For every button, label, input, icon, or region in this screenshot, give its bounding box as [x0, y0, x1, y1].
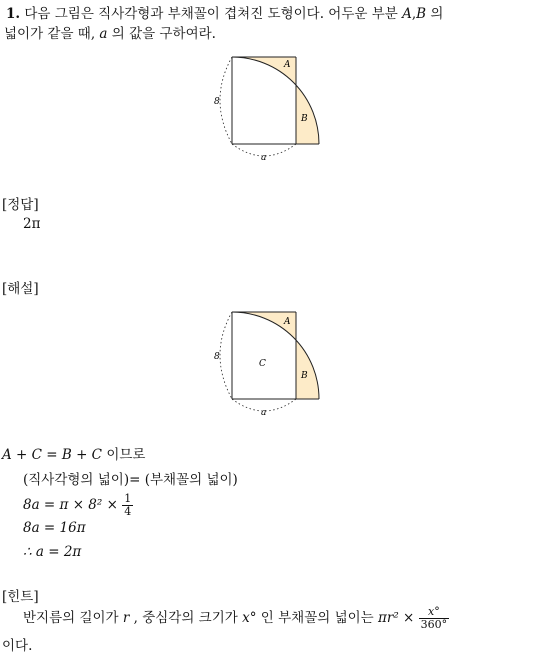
hint-text-3: 인 부채꼴의 넓이는 — [260, 610, 374, 626]
region-b-shading — [296, 340, 319, 399]
eq2-equals: = — [129, 472, 141, 488]
region-c-label: C — [259, 359, 266, 369]
hint-text-1: 반지름의 길이가 — [23, 610, 119, 626]
problem-text-2-tail: 의 값을 구하여라. — [111, 26, 216, 42]
solution-heading: [해설] — [2, 281, 39, 297]
hint-formula: πr² × — [378, 610, 415, 626]
hint-r: r — [122, 610, 130, 626]
hint-line-1 — [23, 598, 449, 638]
hint-fraction-num: x° — [419, 606, 450, 619]
eq3-fraction-num: 1 — [124, 492, 132, 505]
radius-dimension-arc — [220, 57, 232, 144]
solution-eq-3 — [23, 488, 133, 522]
problem-comma: , — [411, 6, 417, 22]
solution-eq-5: ∴ a = 2π — [23, 544, 82, 560]
problem-text-1: 다음 그림은 직사각형과 부채꼴이 겹쳐진 도형이다. 어두운 부분 — [24, 6, 398, 22]
eq1-math: A + C = B + C — [2, 447, 103, 463]
hint-heading: [힌트] — [2, 589, 39, 605]
solution-eq-2 — [23, 468, 238, 488]
problem-label-a: A — [402, 6, 412, 22]
problem-var-a: a — [99, 26, 108, 42]
region-a-label: A — [284, 317, 291, 327]
region-a-label: A — [284, 60, 291, 70]
region-b-label: B — [301, 114, 308, 124]
side-label: a — [261, 153, 267, 163]
eq2-left: (직사각형의 넓이) — [23, 472, 130, 488]
hint-text-2: , 중심각의 크기가 — [133, 610, 238, 626]
problem-figure — [205, 50, 330, 165]
side-label: a — [261, 408, 267, 418]
problem-text-1-tail: 의 — [430, 6, 444, 22]
eq2-right: (부채꼴의 넓이) — [144, 472, 238, 488]
eq1-tail: 이므로 — [106, 447, 146, 463]
hint-fraction — [419, 606, 450, 631]
region-b-label: B — [301, 371, 308, 381]
eq3-fraction — [122, 493, 133, 518]
answer-value: 2π — [23, 216, 41, 232]
problem-line-2 — [4, 22, 216, 42]
eq3-fraction-den: 4 — [124, 505, 132, 518]
radius-dimension-arc — [220, 312, 232, 399]
hint-fraction-den: 360° — [420, 618, 448, 631]
problem-number: 1. — [6, 6, 21, 22]
solution-eq-4: 8a = 16π — [23, 520, 86, 536]
hint-x-deg: x° — [242, 610, 257, 626]
problem-line-1 — [6, 2, 443, 22]
hint-text-4: 이다. — [2, 638, 33, 654]
answer-heading: [정답] — [2, 197, 39, 213]
problem-text-2: 넓이가 같을 때, — [4, 26, 96, 42]
radius-label: 8 — [214, 97, 220, 107]
eq3-left: 8a = π × 8² × — [23, 497, 118, 513]
problem-label-b: B — [416, 6, 427, 22]
solution-eq-1 — [2, 443, 145, 463]
solution-figure — [205, 305, 330, 420]
radius-label: 8 — [214, 352, 220, 362]
